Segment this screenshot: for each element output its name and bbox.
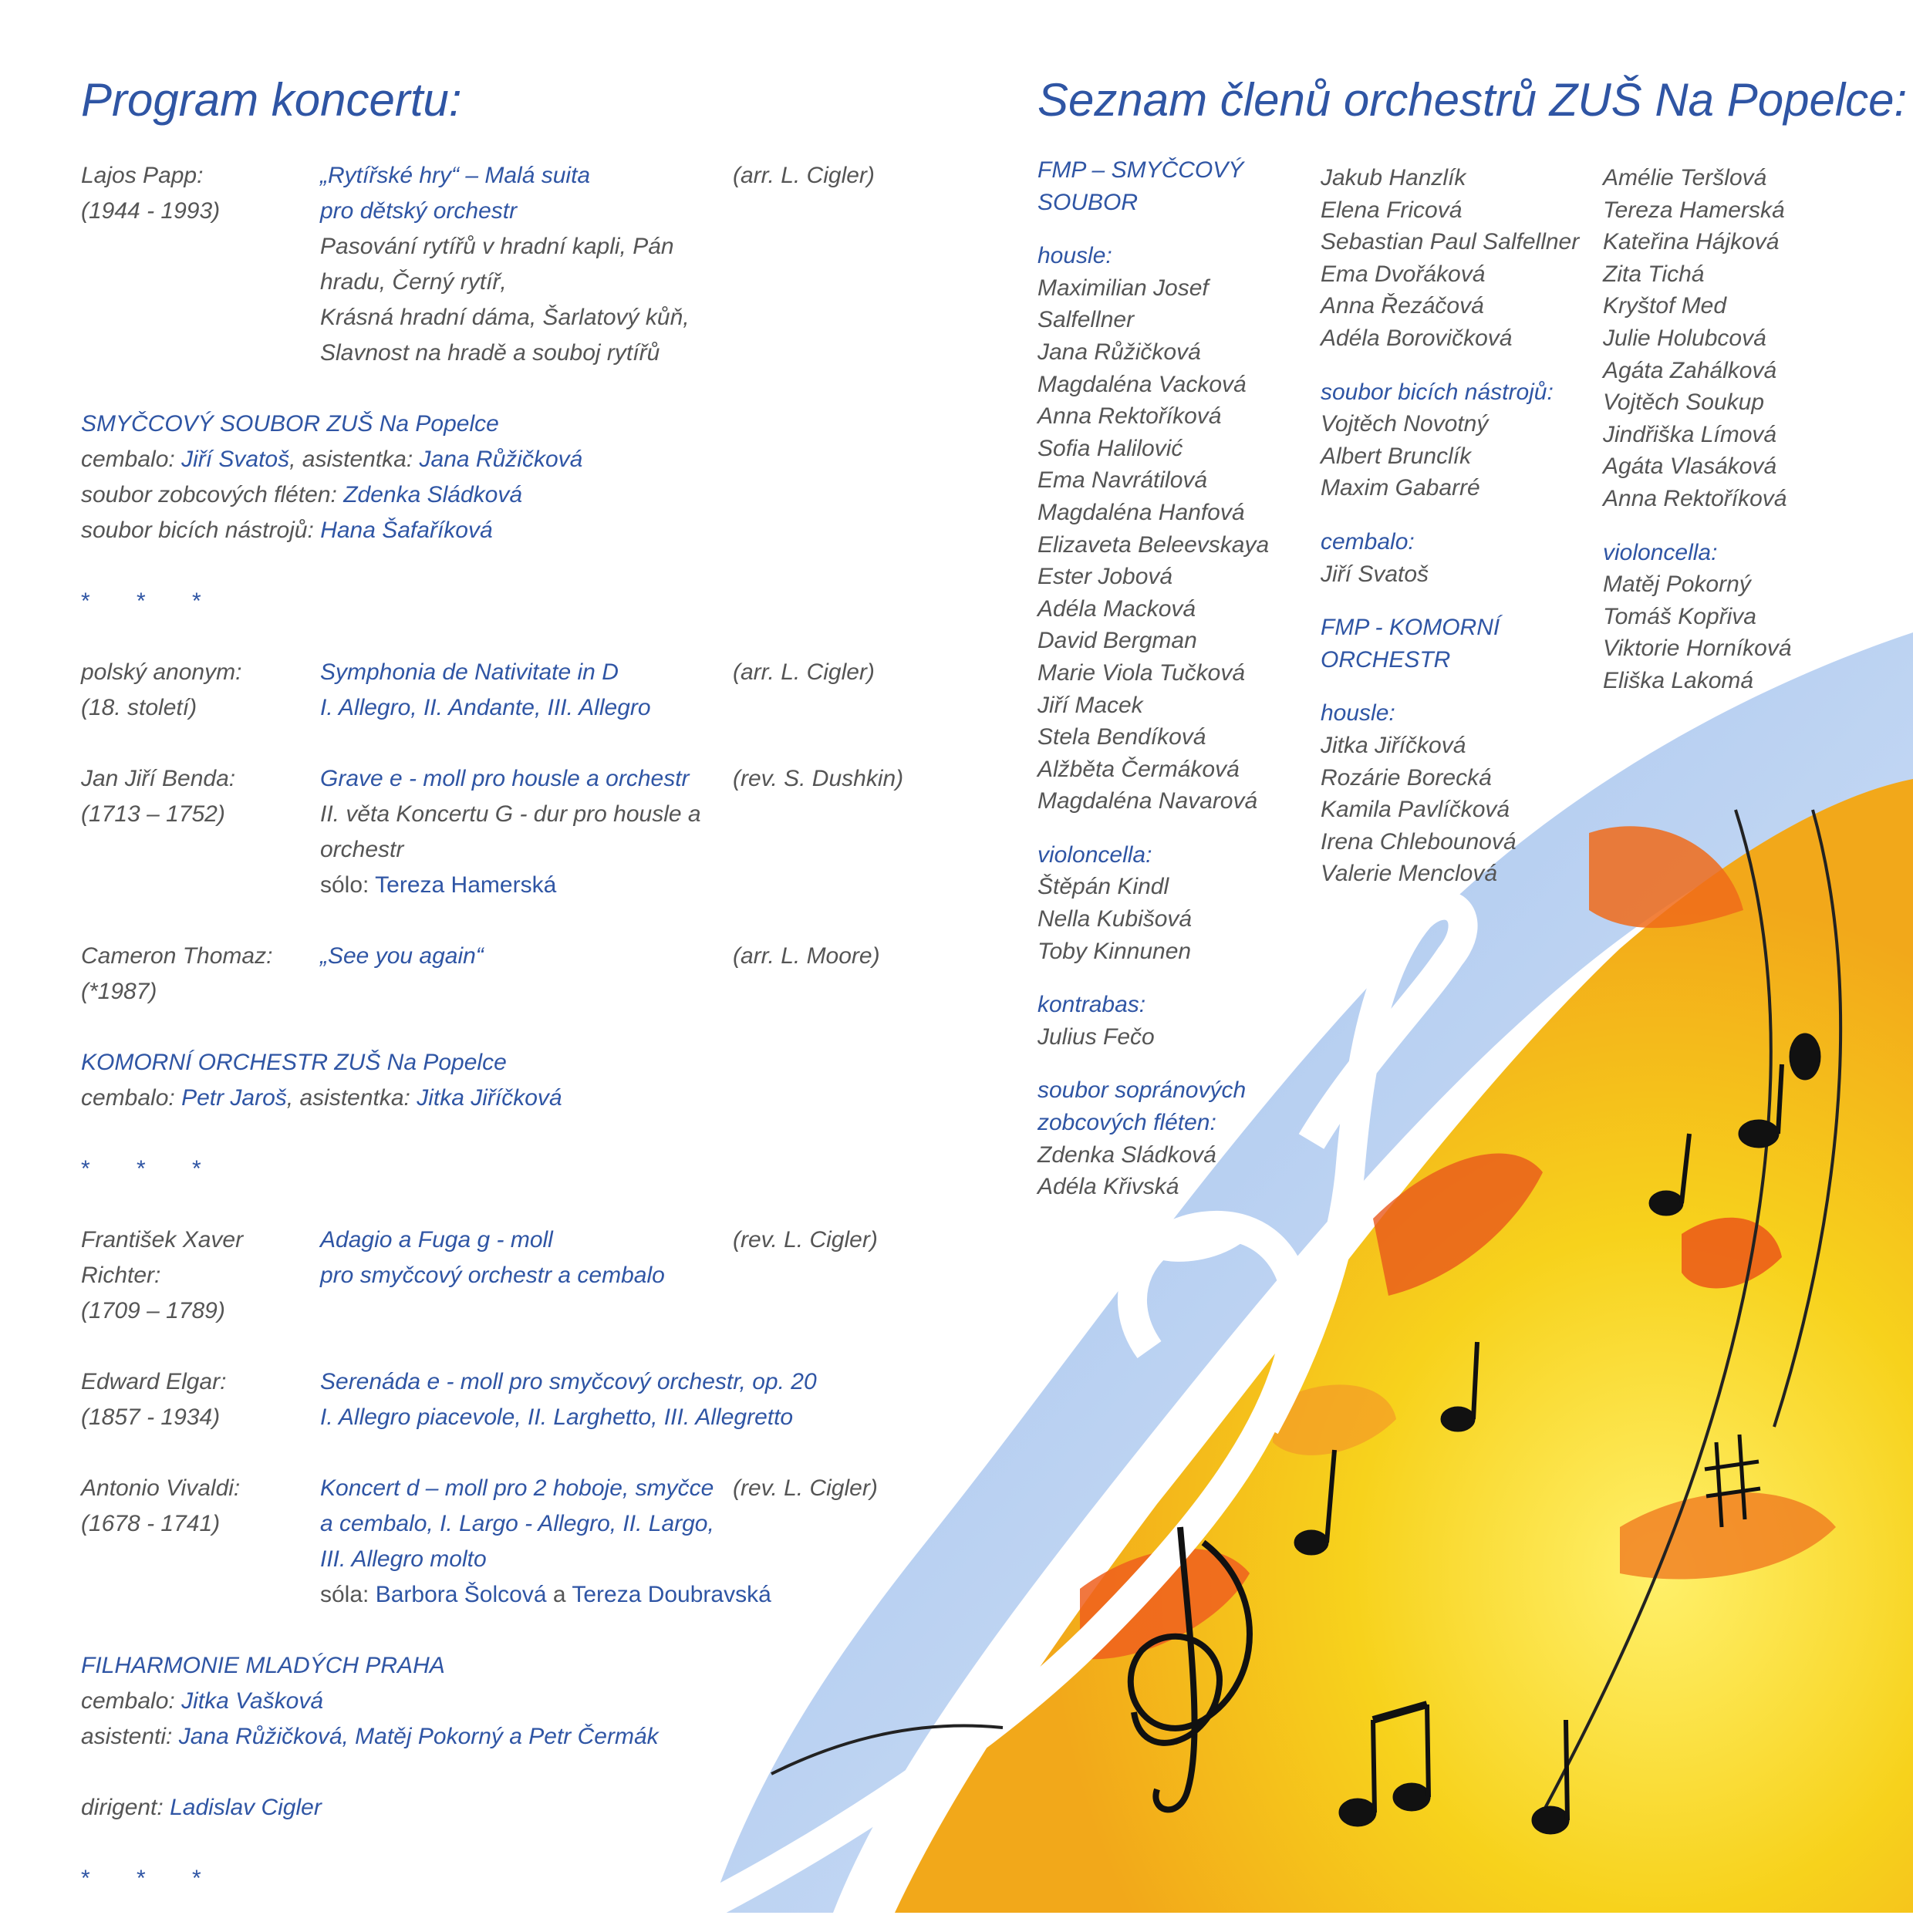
arrangement-note: (rev. L. Cigler) [733,1227,878,1253]
section-heading-flutes: zobcových fléten: [1037,1110,1216,1136]
person-name: Jana Růžičková [419,447,583,472]
work-movements: Krásná hradní dáma, Šarlatový kůň, [320,305,690,330]
work-title: Koncert d – moll pro 2 hoboje, smyčce [320,1475,714,1501]
member-name: Maxim Gabarré [1321,475,1480,501]
member-name: Štěpán Kindl [1037,874,1169,900]
member-name: Vojtěch Novotný [1321,411,1489,437]
section-heading-cembalo: cembalo: [1321,528,1415,555]
composer-name: Jan Jiří Benda: [81,766,236,791]
role-label: cembalo: [81,447,175,472]
composer-years: (1678 - 1741) [81,1511,221,1536]
member-name: Stela Bendíková [1037,724,1206,750]
composer-name: Antonio Vivaldi: [81,1475,241,1501]
work-movements: Slavnost na hradě a souboj rytířů [320,340,660,366]
member-name: Sebastian Paul Salfellner [1321,229,1580,255]
member-name: Anna Rektoříková [1603,485,1787,511]
role-label: cembalo: [81,1085,175,1111]
role-label: soubor bicích nástrojů: [81,518,314,543]
section-heading-violoncella: violoncella: [1603,539,1718,565]
member-list [1321,558,1598,591]
soloist-name: Tereza Hamerská [375,872,557,898]
members-column-1 [1037,154,1315,1203]
members-title: Seznam členů orchestrů ZUŠ Na Popelce: [1037,74,1908,126]
role-label: asistenti: [81,1724,173,1749]
member-name: Rozárie Borecká [1321,764,1492,791]
role-label: sólo: [320,872,369,898]
member-list [1037,1139,1315,1203]
member-name: Adéla Křivská [1037,1174,1179,1200]
arrangement-note: (rev. L. Cigler) [733,1475,878,1501]
members-column-2 [1321,162,1598,890]
program-item-anonym [81,655,945,726]
member-name: Toby Kinnunen [1037,938,1192,964]
member-name: Agáta Vlasáková [1603,453,1777,480]
member-name: Ema Dvořáková [1321,261,1486,287]
member-list [1603,568,1896,696]
section-heading-bici: soubor bicích nástrojů: [1321,379,1554,405]
program-item-vivaldi [81,1471,945,1613]
work-subtitle: pro smyčcový orchestr a cembalo [320,1263,665,1288]
member-list [1603,162,1896,515]
member-name: Irena Chlebounová [1321,828,1517,855]
member-name: Kamila Pavlíčková [1321,797,1510,823]
member-name: Julius Fečo [1037,1023,1155,1050]
composer-name: František Xaver Richter: [81,1227,244,1288]
member-name: Marie Viola Tučková [1037,659,1246,686]
work-subtitle: pro dětský orchestr [320,198,518,224]
role-label: , asistentka: [286,1085,410,1111]
arrangement-note: (arr. L. Moore) [733,943,880,969]
ensemble-name: FILHARMONIE MLADÝCH PRAHA [81,1653,445,1678]
member-name: Amélie Teršlová [1603,165,1767,191]
member-name: Adéla Borovičková [1321,325,1513,351]
member-name: Ester Jobová [1037,564,1173,590]
work-subtitle: a cembalo, I. Largo - Allegro, II. Largo, [320,1511,714,1536]
section-heading-housle: housle: [1037,243,1112,269]
person-name: Ladislav Cigler [170,1795,322,1820]
role-label: cembalo: [81,1688,175,1714]
member-name: Sofia Halilović [1037,435,1183,461]
program-title: Program koncertu: [81,74,462,126]
member-name: Anna Rektoříková [1037,403,1222,430]
member-list [1321,408,1598,504]
member-name: Magdaléna Navarová [1037,788,1258,814]
work-title: Symphonia de Nativitate in D [320,659,619,685]
member-name: David Bergman [1037,628,1197,654]
member-name: Nella Kubišová [1037,906,1193,932]
section-heading-violoncella: violoncella: [1037,841,1152,868]
work-title: „Rytířské hry“ – Malá suita [320,163,591,188]
work-subtitle: III. Allegro molto [320,1546,487,1572]
program-item-benda [81,761,945,903]
member-name: Matěj Pokorný [1603,572,1751,598]
orchestra-name: FMP - KOMORNÍ [1321,615,1500,641]
work-title: „See you again“ [320,943,484,969]
member-name: Jindřiška Límová [1603,421,1777,447]
member-name: Agáta Zahálková [1603,357,1777,383]
arrangement-note: (arr. L. Cigler) [733,659,875,685]
ensemble-komorni-orchestr [81,1045,945,1116]
member-name: Jiří Svatoš [1321,561,1429,587]
program-item-elgar [81,1364,945,1435]
member-name: Magdaléna Vacková [1037,371,1247,397]
member-name: Adéla Macková [1037,595,1196,622]
work-movements: II. věta Koncertu G - dur pro housle a orchestr [320,801,701,862]
composer-years: (1857 - 1934) [81,1404,221,1430]
person-name: Jitka Vašková [181,1688,324,1714]
member-name: Valerie Menclová [1321,861,1497,887]
member-name: Jana Růžičková [1037,339,1201,365]
member-name: Maximilian Josef [1037,275,1209,301]
ensemble-name: KOMORNÍ ORCHESTR ZUŠ Na Popelce [81,1050,507,1075]
work-movements: Pasování rytířů v hradní kapli, Pán hradu, Černý rytíř, [320,234,674,295]
member-name: Salfellner [1037,307,1135,333]
member-name: Ema Navrátilová [1037,467,1208,494]
composer-name: Edward Elgar: [81,1369,227,1394]
person-name: Jiří Svatoš [181,447,290,472]
member-name: Julie Holubcová [1603,325,1766,351]
composer-name: Lajos Papp: [81,163,204,188]
soloist-name: Barbora Šolcová [375,1582,547,1607]
member-list [1321,162,1598,355]
composer-years: (1709 – 1789) [81,1298,225,1323]
section-heading-housle: housle: [1321,700,1395,727]
member-name: Magdaléna Hanfová [1037,499,1245,525]
program-item-papp [81,158,945,371]
member-name: Tomáš Kopřiva [1603,603,1756,629]
section-heading-kontrabas: kontrabas: [1037,992,1146,1018]
orchestra-name: SOUBOR [1037,189,1139,215]
role-label: dirigent: [81,1795,164,1820]
member-name: Zita Tichá [1603,261,1705,287]
member-name: Elizaveta Beleevskaya [1037,531,1270,558]
composer-name: polský anonym: [81,659,242,685]
role-label: , asistentka: [289,447,413,472]
member-list [1321,730,1598,890]
member-name: Viktorie Horníková [1603,636,1792,662]
ensemble-name: SMYČCOVÝ SOUBOR ZUŠ Na Popelce [81,411,499,437]
member-name: Tereza Hamerská [1603,197,1785,223]
person-name: Hana Šafaříková [320,518,493,543]
member-name: Elena Fricová [1321,197,1463,223]
composer-name: Cameron Thomaz: [81,943,273,969]
conjunction: a [546,1582,572,1607]
work-title: Adagio a Fuga g - moll [320,1227,553,1253]
person-name: Jana Růžičková, Matěj Pokorný a Petr Čermák [178,1724,659,1749]
ensemble-filharmonie [81,1648,945,1755]
person-name: Jitka Jiříčková [417,1085,562,1111]
ensemble-smyccovy-soubor [81,406,945,548]
composer-years: (18. století) [81,695,197,720]
work-title: Serenáda e - moll pro smyčcový orchestr, op. 20 [320,1369,817,1394]
section-divider: * * * [81,1156,221,1182]
member-name: Albert Brunclík [1321,443,1472,469]
work-subtitle: I. Allegro piacevole, II. Larghetto, III. Allegretto [320,1404,794,1430]
member-name: Kateřina Hájková [1603,229,1780,255]
person-name: Petr Jaroš [181,1085,287,1111]
member-name: Jakub Hanzlík [1321,165,1466,191]
person-name: Zdenka Sládková [343,482,523,507]
soloist-name: Tereza Doubravská [572,1582,771,1607]
member-name: Kryštof Med [1603,293,1727,319]
composer-years: (1944 - 1993) [81,198,221,224]
work-subtitle: I. Allegro, II. Andante, III. Allegro [320,695,651,720]
member-name: Eliška Lakomá [1603,667,1754,693]
program-item-thomaz [81,939,945,1010]
arrangement-note: (rev. S. Dushkin) [733,766,904,791]
role-label: sóla: [320,1582,369,1607]
arrangement-note: (arr. L. Cigler) [733,163,875,188]
work-title: Grave e - moll pro housle a orchestr [320,766,690,791]
composer-years: (*1987) [81,979,157,1004]
member-list [1037,1021,1315,1054]
member-name: Jiří Macek [1037,692,1143,718]
members-column-3 [1603,162,1896,697]
orchestra-name: ORCHESTR [1321,646,1451,673]
conductor [81,1790,945,1826]
member-list [1037,871,1315,967]
member-name: Alžběta Čermáková [1037,756,1240,782]
composer-years: (1713 – 1752) [81,801,225,827]
member-name: Anna Řezáčová [1321,293,1484,319]
role-label: soubor zobcových fléten: [81,482,337,507]
member-name: Zdenka Sládková [1037,1141,1216,1168]
section-heading-flutes: soubor sopránových [1037,1077,1247,1104]
program-list [81,158,945,1932]
member-name: Vojtěch Soukup [1603,389,1765,416]
section-divider: * * * [81,1866,221,1891]
member-name: Jitka Jiříčková [1321,732,1466,758]
orchestra-name: FMP – SMYČCOVÝ [1037,157,1244,183]
program-item-richter [81,1222,945,1329]
member-list [1037,272,1315,818]
section-divider: * * * [81,588,221,614]
